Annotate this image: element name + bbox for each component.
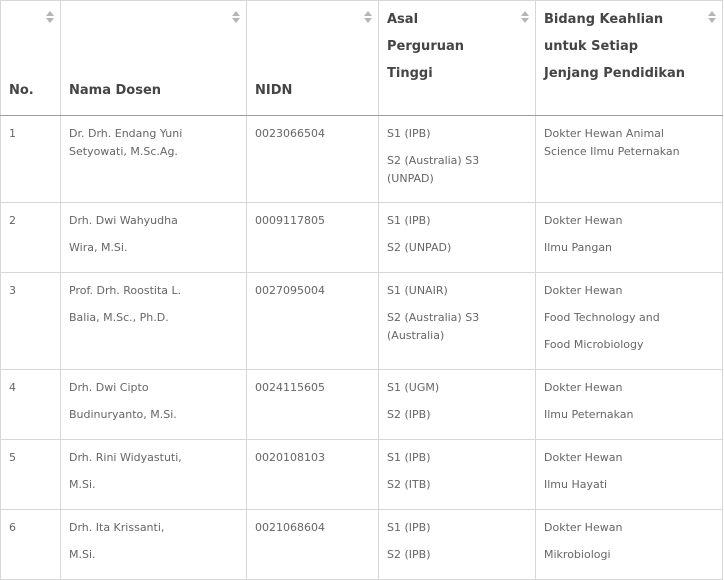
sort-icon[interactable] — [364, 11, 372, 23]
cell-nama — [61, 203, 247, 273]
cell-text: 0009117805 — [255, 214, 325, 227]
header-label: No. — [9, 83, 34, 98]
cell-text: Prof. Drh. Roostita L. — [69, 284, 182, 297]
cell-text: S1 (UNAIR) — [387, 284, 448, 297]
cell-no — [1, 510, 61, 580]
table-row — [1, 116, 723, 203]
cell-nama — [61, 510, 247, 580]
table-row — [1, 273, 723, 370]
cell-text: 1 — [9, 127, 16, 140]
cell-text: Drh. Rini Widyastuti, — [69, 451, 182, 464]
cell-no — [1, 370, 61, 440]
cell-no — [1, 440, 61, 510]
cell-text: (UNPAD) — [387, 172, 434, 185]
cell-nidn — [247, 440, 379, 510]
header-label: Asal — [387, 12, 419, 27]
cell-text: 6 — [9, 521, 16, 534]
cell-text: 0020108103 — [255, 451, 325, 464]
cell-text: S1 (IPB) — [387, 521, 431, 534]
cell-text: Food Microbiology — [544, 338, 644, 351]
cell-text: M.Si. — [69, 548, 96, 561]
cell-text: S1 (IPB) — [387, 214, 431, 227]
cell-text: S2 (Australia) S3 — [387, 311, 480, 324]
cell-text: Ilmu Peternakan — [544, 408, 634, 421]
cell-bidang — [536, 273, 723, 370]
header-label: Nama Dosen — [69, 83, 162, 98]
cell-text: Dokter Hewan Animal — [544, 127, 664, 140]
cell-text: Dr. Drh. Endang Yuni — [69, 127, 183, 140]
cell-asal — [379, 273, 536, 370]
sort-icon[interactable] — [521, 11, 529, 23]
table-row — [1, 203, 723, 273]
cell-text: Dokter Hewan — [544, 451, 623, 464]
table-row — [1, 370, 723, 440]
cell-text: Ilmu Pangan — [544, 241, 613, 254]
column-header-bidang-keahlian[interactable] — [536, 1, 723, 116]
cell-text: Budinuryanto, M.Si. — [69, 408, 177, 421]
cell-text: Wira, M.Si. — [69, 241, 128, 254]
header-label: Jenjang Pendidikan — [544, 66, 686, 81]
cell-text: S1 (UGM) — [387, 381, 440, 394]
header-label: NIDN — [255, 83, 293, 98]
cell-text: Balia, M.Sc., Ph.D. — [69, 311, 169, 324]
cell-bidang — [536, 510, 723, 580]
cell-text: S1 (IPB) — [387, 451, 431, 464]
cell-text: S2 (ITB) — [387, 478, 431, 491]
cell-text: 4 — [9, 381, 16, 394]
sort-icon[interactable] — [708, 11, 716, 23]
cell-text: S2 (IPB) — [387, 548, 431, 561]
cell-nidn — [247, 116, 379, 203]
cell-nidn — [247, 510, 379, 580]
cell-nama — [61, 370, 247, 440]
cell-text: 0024115605 — [255, 381, 325, 394]
cell-text: 3 — [9, 284, 16, 297]
cell-text: Drh. Dwi Wahyudha — [69, 214, 178, 227]
cell-text: 0023066504 — [255, 127, 325, 140]
cell-text: Drh. Dwi Cipto — [69, 381, 149, 394]
column-header-nama-dosen[interactable] — [61, 1, 247, 116]
header-label: untuk Setiap — [544, 39, 639, 54]
cell-asal — [379, 203, 536, 273]
cell-text: Ilmu Hayati — [544, 478, 608, 491]
cell-nidn — [247, 203, 379, 273]
cell-bidang — [536, 440, 723, 510]
cell-no — [1, 203, 61, 273]
column-header-asal-perguruan-tinggi[interactable] — [379, 1, 536, 116]
cell-asal — [379, 370, 536, 440]
cell-nidn — [247, 370, 379, 440]
cell-text: S2 (Australia) S3 — [387, 154, 480, 167]
cell-no — [1, 116, 61, 203]
cell-text: Dokter Hewan — [544, 284, 623, 297]
header-label: Bidang Keahlian — [544, 12, 664, 27]
cell-text: S1 (IPB) — [387, 127, 431, 140]
cell-text: S2 (IPB) — [387, 408, 431, 421]
cell-asal — [379, 440, 536, 510]
cell-asal — [379, 510, 536, 580]
cell-text: 0027095004 — [255, 284, 325, 297]
cell-text: Drh. Ita Krissanti, — [69, 521, 165, 534]
header-label: Tinggi — [387, 66, 433, 81]
table-row — [1, 510, 723, 580]
cell-text: Dokter Hewan — [544, 521, 623, 534]
cell-text: 2 — [9, 214, 16, 227]
cell-nama — [61, 116, 247, 203]
cell-bidang — [536, 116, 723, 203]
cell-text: M.Si. — [69, 478, 96, 491]
cell-text: S2 (UNPAD) — [387, 241, 452, 254]
cell-nama — [61, 440, 247, 510]
table-row — [1, 440, 723, 510]
cell-text: Food Technology and — [544, 311, 660, 324]
cell-text: Setyowati, M.Sc.Ag. — [69, 145, 178, 158]
cell-text: 0021068604 — [255, 521, 325, 534]
cell-text: Dokter Hewan — [544, 381, 623, 394]
cell-nidn — [247, 273, 379, 370]
cell-nama — [61, 273, 247, 370]
cell-text: (Australia) — [387, 329, 445, 342]
table-header-row — [1, 1, 723, 116]
header-label: Perguruan — [387, 39, 465, 54]
sort-icon[interactable] — [232, 11, 240, 23]
column-header-no[interactable] — [1, 1, 61, 116]
cell-no — [1, 273, 61, 370]
cell-bidang — [536, 370, 723, 440]
cell-text: Dokter Hewan — [544, 214, 623, 227]
cell-text: 5 — [9, 451, 16, 464]
column-header-nidn[interactable] — [247, 1, 379, 116]
cell-text: Science Ilmu Peternakan — [544, 145, 680, 158]
cell-bidang — [536, 203, 723, 273]
cell-text: Mikrobiologi — [544, 548, 611, 561]
cell-asal — [379, 116, 536, 203]
sort-icon[interactable] — [46, 11, 54, 23]
